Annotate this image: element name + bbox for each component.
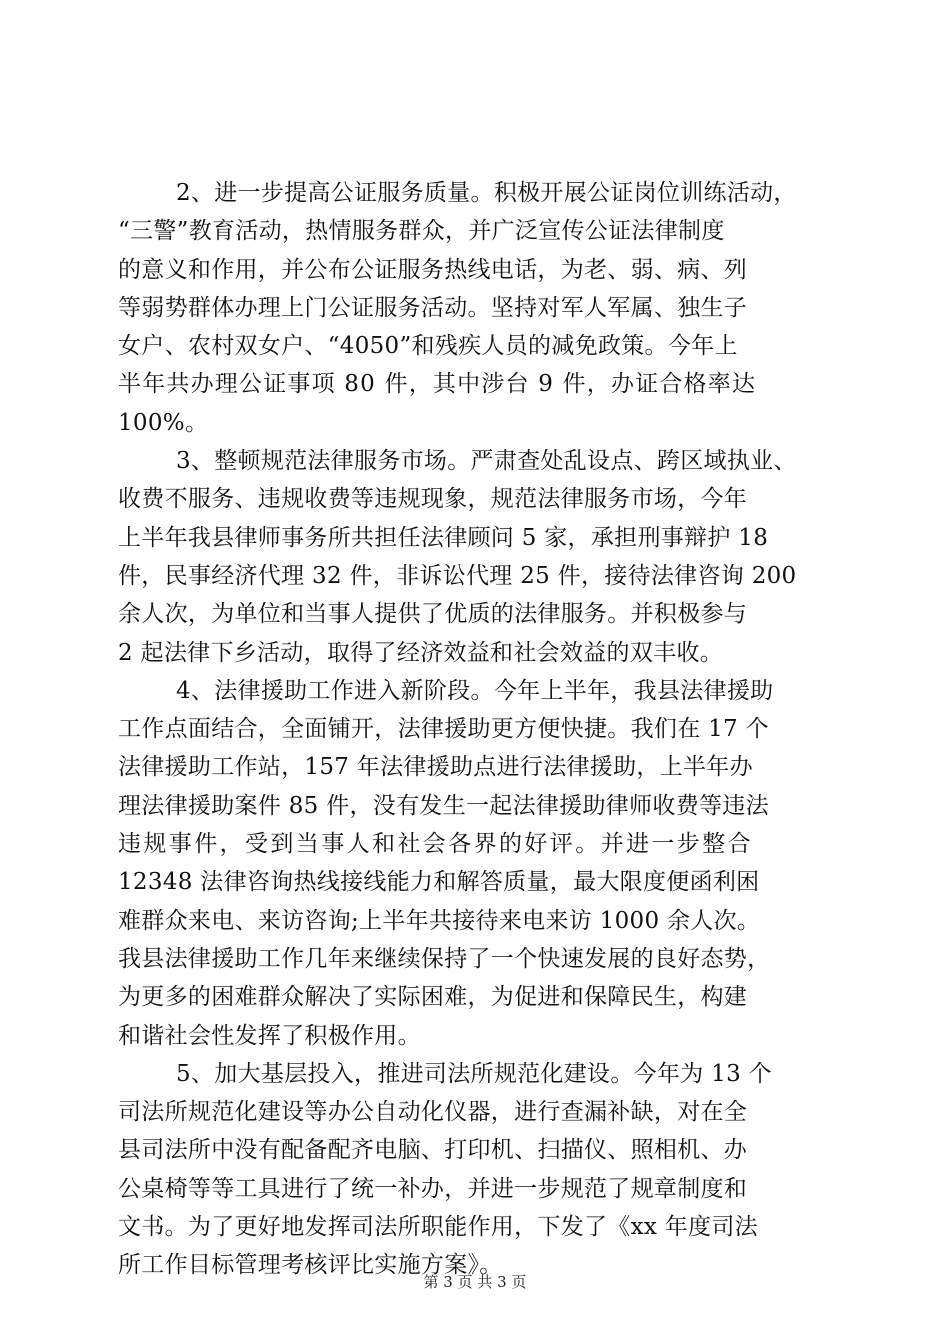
paragraph-4-line-9: 为更多的困难群众解决了实际困难，为促进和保障民生，构建 [118,984,748,1011]
paragraph-4-line-1: 4、法律援助工作进入新阶段。今年上半年，我县法律援助 [176,677,774,704]
paragraph-2-line-3: 的意义和作用，并公布公证服务热线电话，为老、弱、病、列 [118,256,748,283]
paragraph-2-line-4: 等弱势群体办理上门公证服务活动。坚持对军人军属、独生子 [118,294,748,321]
paragraph-4-line-3: 法律援助工作站，157 年法律援助点进行法律援助，上半年办 [118,754,753,781]
paragraph-2-line-2: “三警”教育活动，热情服务群众，并广泛宣传公证法律制度 [118,218,725,245]
paragraph-3-line-4: 件，民事经济代理 32 件，非诉讼代理 25 件，接待法律咨询 200 [118,562,797,589]
paragraph-4-line-10: 和谐社会性发挥了积极作用。 [118,1022,421,1049]
paragraph-4-line-6: 12348 法律咨询热线接线能力和解答质量，最大限度便函利困 [118,869,760,896]
paragraph-4-line-8: 我县法律援助工作几年来继续保持了一个快速发展的良好态势， [118,945,771,972]
document-body [118,174,838,1285]
paragraph-2-line-5: 女户、农村双女户、“4050”和残疾人员的减免政策。今年上 [118,333,738,360]
paragraph-5-line-6: 所工作目标管理考核评比实施方案》。 [118,1252,503,1279]
paragraph-5-line-1: 5、加大基层投入，推进司法所规范化建设。今年为 13 个 [176,1060,772,1087]
paragraph-3-line-1: 3、整顿规范法律服务市场。严肃查处乱设点、跨区域执业、 [176,448,797,475]
paragraph-3-line-5: 余人次，为单位和当事人提供了优质的法律服务。并积极参与 [118,601,748,628]
paragraph-5-line-5: 文书。为了更好地发挥司法所职能作用，下发了《xx 年度司法 [118,1214,758,1241]
paragraph-4-line-4: 理法律援助案件 85 件，没有发生一起法律援助律师收费等违法 [118,792,769,819]
paragraph-5-line-4: 公桌椅等等工具进行了统一补办，并进一步规范了规章制度和 [118,1175,748,1202]
paragraph-2-line-7: 100%。 [118,409,209,436]
paragraph-2-line-1: 2、进一步提高公证服务质量。积极开展公证岗位训练活动， [176,180,797,206]
paragraph-5-line-3: 县司法所中没有配备配齐电脑、打印机、扫描仪、照相机、办 [118,1137,748,1164]
paragraph-3-line-6: 2 起法律下乡活动，取得了经济效益和社会效益的双丰收。 [118,639,724,666]
paragraph-4-line-5: 违规事件，受到当事人和社会各界的好评。并进一步整合 [118,831,753,858]
paragraph-4-line-2: 工作点面结合，全面铺开，法律援助更方便快捷。我们在 17 个 [118,716,769,743]
paragraph-2-line-6: 半年共办理公证事项 80 件，其中涉台 9 件，办证合格率达 [118,371,757,398]
paragraph-3-line-2: 收费不服务、违规收费等违规现象，规范法律服务市场，今年 [118,486,748,513]
paragraph-5-line-2: 司法所规范化建设等办公自动化仪器，进行查漏补缺，对在全 [118,1099,748,1126]
paragraph-4-line-7: 难群众来电、来访咨询;上半年共接待来电来访 1000 余人次。 [118,907,761,934]
page-footer: 第 3 页 共 3 页 [423,1273,527,1291]
paragraph-3-line-3: 上半年我县律师事务所共担任法律顾问 5 家，承担刑事辩护 18 [118,524,769,551]
